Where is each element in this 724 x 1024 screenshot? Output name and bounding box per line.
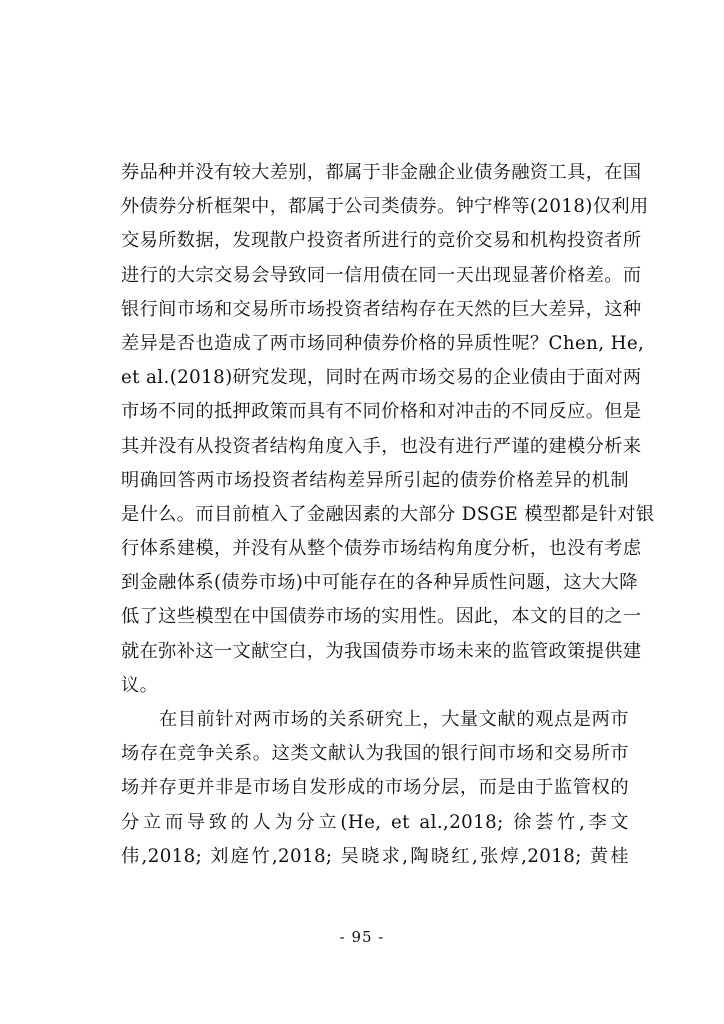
text-line: 外债券分析框架中，都属于公司类债券。钟宁桦等(2018)仅利用	[121, 196, 649, 218]
text-line: 是什么。而目前植入了金融因素的大部分 DSGE 模型都是针对银	[121, 503, 655, 525]
text-line: 市场不同的抵押政策而具有不同价格和对冲击的不同反应。但是	[121, 401, 642, 423]
text-line: 场存在竞争关系。这类文献认为我国的银行间市场和交易所市	[121, 743, 629, 765]
text-line: 分立而导致的人为分立(He, et al.,2018; 徐荟竹,李文	[121, 811, 629, 833]
text-line: 议。	[121, 674, 159, 696]
text-line: 明确回答两市场投资者结构差异所引起的债券价格差异的机制	[121, 469, 629, 491]
text-line: 伟,2018; 刘庭竹,2018; 吴晓求,陶晓红,张焞,2018; 黄桂	[121, 845, 629, 867]
text-line: et al.(2018)研究发现，同时在两市场交易的企业债由于面对两	[121, 367, 642, 389]
text-line: 在目前针对两市场的关系研究上，大量文献的观点是两市	[159, 709, 629, 730]
text-line: 场并存更并非是市场自发形成的市场分层，而是由于监管权的	[121, 777, 629, 799]
page-number: - 95 -	[339, 928, 385, 946]
text-line: 到金融体系(债券市场)中可能存在的各种异质性问题，这大大降	[121, 572, 638, 594]
text-line: 差异是否也造成了两市场同种债券价格的异质性呢？Chen, He,	[121, 332, 645, 354]
paragraph	[121, 703, 629, 874]
text-line: 银行间市场和交易所市场投资者结构存在天然的巨大差异，这种	[121, 298, 642, 320]
text-line: 就在弥补这一文献空白，为我国债券市场未来的监管政策提供建	[121, 640, 642, 662]
body-text	[121, 156, 655, 874]
text-line: 交易所数据，发现散户投资者所进行的竞价交易和机构投资者所	[121, 230, 642, 252]
text-line: 进行的大宗交易会导致同一信用债在同一天出现显著价格差。而	[121, 264, 642, 286]
text-line: 行体系建模，并没有从整个债券市场结构角度分析，也没有考虑	[121, 538, 642, 560]
text-line: 券品种并没有较大差别，都属于非金融企业债务融资工具，在国	[121, 162, 642, 183]
text-line: 其并没有从投资者结构角度入手，也没有进行严谨的建模分析来	[121, 435, 642, 457]
text-line: 低了这些模型在中国债券市场的实用性。因此，本文的目的之一	[121, 606, 642, 628]
paragraph	[121, 156, 655, 703]
